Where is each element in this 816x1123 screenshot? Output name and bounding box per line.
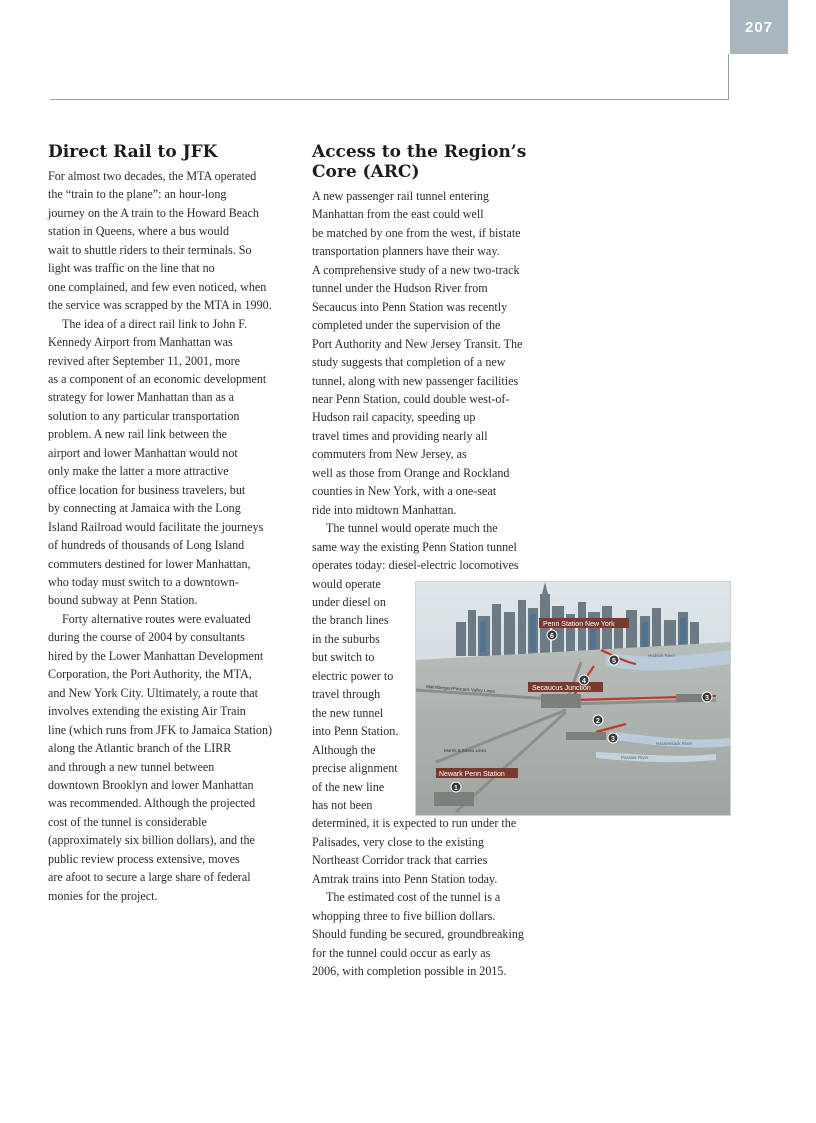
- newark-label: Newark Penn Station: [439, 771, 505, 778]
- marker-5: [609, 655, 619, 665]
- section-heading-arc: Access to the Region’s Core (ARC): [312, 142, 527, 182]
- paragraph: Forty alternative routes were evaluated during the course of 2004 by consultants hired by the Lower Manhattan Development Corporation, the Port Authority, the MTA, and New York City. Ultimately, a route that involves extending the existing Air Train line (which runs from JFK to Jamaica Station) along the Atlantic branch of the LIRR and through a new tunnel between downtown Brooklyn and lower Manhattan was recommended. Although the projected cost of the tunnel is considerable (approximately six billion dollars), and the public review process extensive, moves are afoot to secure a large share of federal monies for the project.: [48, 611, 273, 903]
- marker-4: [579, 675, 589, 685]
- svg-text:6: 6: [550, 633, 554, 640]
- marker-6: [547, 630, 557, 640]
- hackensack-river-label: Hackensack River: [656, 741, 693, 746]
- svg-text:3: 3: [611, 736, 615, 743]
- svg-text:4: 4: [582, 678, 586, 685]
- passaic-river-label: Passaic River: [621, 755, 649, 760]
- marker-1: [451, 782, 461, 792]
- svg-text:3: 3: [705, 695, 709, 702]
- header-divider-vertical: [728, 54, 729, 100]
- hudson-river-label: Hudson River: [648, 653, 676, 658]
- header-divider: [50, 99, 729, 100]
- penn-station-label: Penn Station New York: [543, 621, 615, 628]
- page-number: 207: [730, 0, 788, 54]
- right-column: [312, 142, 562, 980]
- paragraph: The tunnel would operate much the same way the existing Penn Station tunnel operates today: diesel-electric locomotives would operate under diesel on the branch lines in the suburbs but switch to electric power to travel through the new tunnel into Penn Station. Although the precise alignment of the new line has not been determined, it is expected to run under the Palisades, very close to the existing Northeast Corridor track that carries Amtrak trains into Penn Station today.: [312, 521, 519, 886]
- paragraph: A new passenger rail tunnel entering Manhattan from the east could well be matched by one from the west, if bistate transportation planners have their way. A comprehensive study of a new two-track tunnel under the Hudson River from Secaucus into Penn Station was recently completed under the supervision of the Port Authority and New Jersey Transit. The study suggests that completion of a new tunnel, along with new passenger facilities near Penn Station, could double west-of- Hudson rail capacity, speeding up travel times and providing nearly all commuters from New Jersey, as well as those from Orange and Rockland counties in New York, with a one-seat ride into midtown Manhattan.: [312, 189, 523, 517]
- marker-3a: [702, 692, 712, 702]
- svg-text:5: 5: [612, 658, 616, 665]
- paragraph: For almost two decades, the MTA operated the “train to the plane”: an hour-long journey on the A train to the Howard Beach station in Queens, where a bus would wait to shuttle riders to their terminals. So light was traffic on the line that no one complained, and few even noticed, when the service was scrapped by the MTA in 1990.: [48, 169, 272, 313]
- morris-essex-label: Morris & Essex Lines: [444, 748, 487, 753]
- main-bergen-label: Main/Bergen/Pascack Valley Lines: [425, 684, 496, 694]
- paragraph: The idea of a direct rail link to John F. Kennedy Airport from Manhattan was revived after September 11, 2001, more as a component of an economic development strategy for lower Manhattan than as a solution to any particular transportation problem. A new rail link between the airport and lower Manhattan would not only make the latter a more attractive office location for business travelers, but by connecting at Jamaica with the Long Island Railroad would facilitate the journeys of hundreds of thousands of Long Island commuters destined for lower Manhattan, who today must switch to a downtown- bound subway at Penn Station.: [48, 316, 267, 608]
- svg-text:2: 2: [596, 718, 600, 725]
- paragraph: The estimated cost of the tunnel is a whopping three to five billion dollars. Should funding be secured, groundbreaking for the tunnel could occur as early as 2006, with completion possible in 2015.: [312, 890, 524, 979]
- section-heading-jfk: Direct Rail to JFK: [48, 142, 218, 162]
- secaucus-label: Secaucus Junction: [532, 685, 591, 692]
- marker-2: [593, 715, 603, 725]
- left-column: [48, 142, 298, 905]
- svg-text:1: 1: [454, 785, 458, 792]
- marker-3b: [608, 733, 618, 743]
- arc-tunnel-map-illustration: [415, 581, 731, 816]
